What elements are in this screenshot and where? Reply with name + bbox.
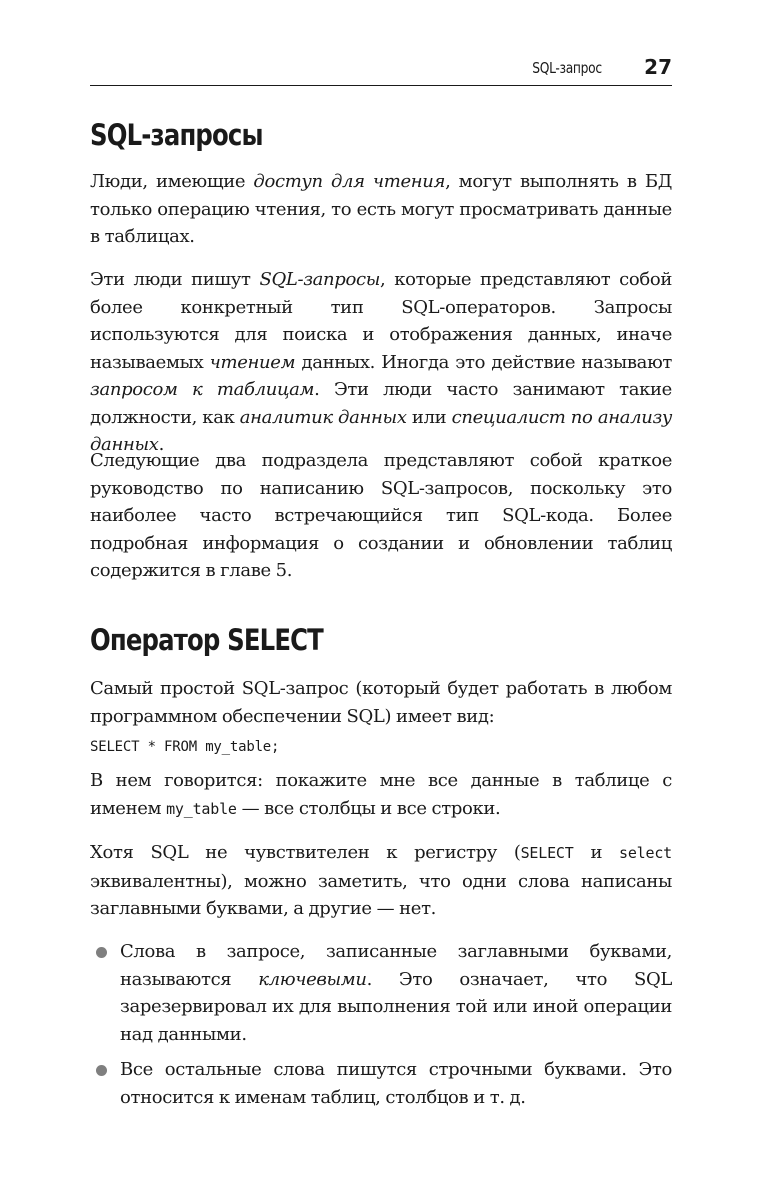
running-head-section: SQL-запрос [532,59,602,77]
paragraph-query-meaning: В нем говорится: покажите мне все данные в таблице с именем my_table — все столбцы и все строки. [90,770,672,819]
paragraph-sql-queries: Эти люди пишут SQL-запросы, которые представляют собой более конкретный тип SQL-операторов. Запросы используются для поиска и отображения данных, иначе называемых чтением данных. Иногда это действие называют запросом к таблицам. Эти люди часто занимают такие должности, как аналитик данных или специалист по анализу данных. [90,269,673,455]
list-item-text: Все остальные слова пишутся строчными буквами. Это относится к именам таблиц, столбцов и т. д. [120,1059,672,1108]
list-item-text: Слова в запросе, записанные заглавными буквами, называются ключевыми. Это означает, что SQL зарезервировал их для выполнения той или иной операции над данными. [120,941,672,1045]
bullet-dot-icon [96,947,107,958]
paragraph-read-access: Люди, имеющие доступ для чтения, могут выполнять в БД только операцию чтения, то есть могут просматривать данные в таблицах. [90,171,672,247]
paragraph-simplest-query: Самый простой SQL-запрос (который будет работать в любом программном обеспечении SQL) имеет вид: [90,678,672,727]
list-item [90,1056,672,1111]
bullet-dot-icon [96,1065,107,1076]
page-number: 27 [644,55,672,79]
list-item [90,938,672,1048]
heading-sql-queries: SQL-запросы [90,118,263,152]
code-example: SELECT * FROM my_table; [90,739,280,755]
paragraph-subsections-overview: Следующие два подраздела представляют собой краткое руководство по написанию SQL-запросов, поскольку это наиболее часто встречающийся тип SQL-кода. Более подробная информация о создании и обновлении таблиц содержится в главе 5. [90,450,672,581]
paragraph-case-insensitive: Хотя SQL не чувствителен к регистру (SELECT и select эквивалентны), можно заметить, что одни слова написаны заглавными буквами, а другие — нет. [90,842,672,919]
running-header [90,55,672,86]
heading-select-operator: Оператор SELECT [90,623,323,657]
